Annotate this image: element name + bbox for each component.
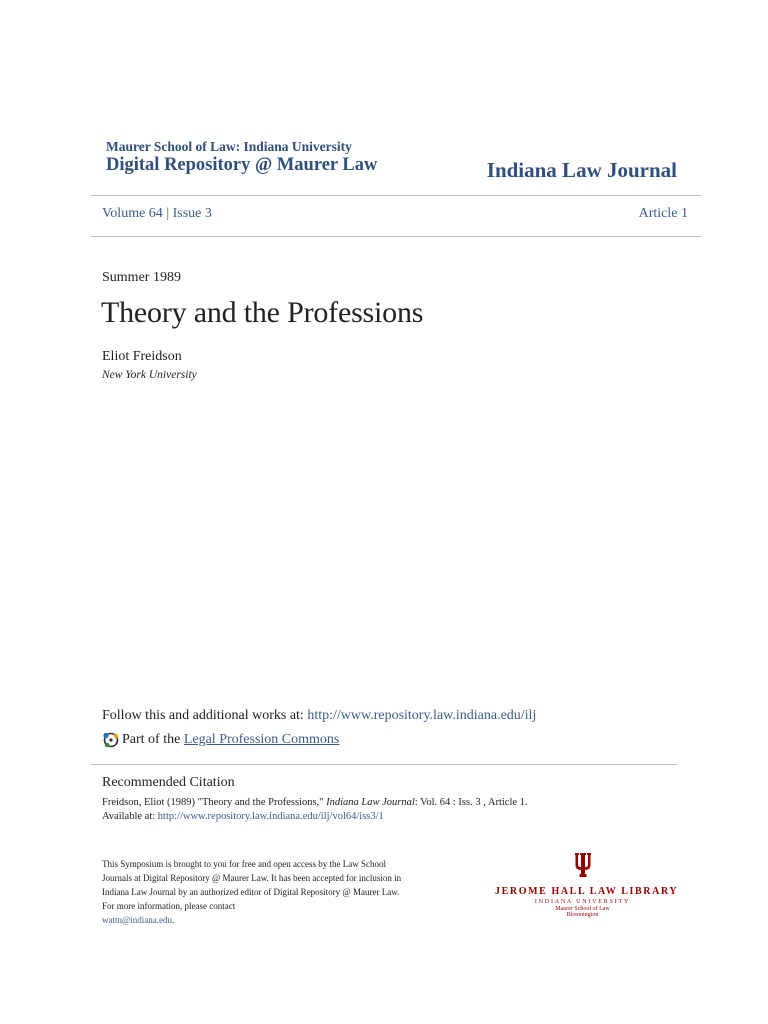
article-title: Theory and the Professions (101, 296, 424, 329)
footer-notice (102, 857, 402, 927)
recommended-citation-heading: Recommended Citation (102, 775, 235, 790)
issue-link[interactable]: Issue 3 (172, 206, 212, 221)
part-of-prefix: Part of the (122, 732, 181, 747)
citation-text (102, 797, 528, 808)
volume-issue-line (102, 206, 212, 222)
citation-available (102, 811, 384, 822)
citation-divider (91, 764, 677, 765)
library-logo (495, 852, 679, 918)
follow-url-link[interactable]: http://www.repository.law.indiana.edu/ilj (307, 708, 537, 723)
contact-email-link[interactable]: wattn@indiana.edu (102, 915, 173, 925)
library-university: INDIANA UNIVERSITY (534, 899, 631, 905)
citation-text-pre: Freidson, Eliot (1989) "Theory and the Professions," (102, 797, 327, 808)
available-prefix: Available at: (102, 811, 158, 822)
citation-text-post: : Vol. 64 : Iss. 3 , Article 1. (414, 797, 528, 808)
article-number-link[interactable]: Article 1 (638, 206, 688, 221)
footer-end: . (172, 915, 175, 925)
legal-profession-commons-link[interactable]: Legal Profession Commons (183, 732, 340, 747)
publication-date: Summer 1989 (102, 270, 181, 285)
iu-trident-icon (495, 852, 670, 878)
footer-text: This Symposium is brought to you for free and open access by the Law School Journals at Digital Repository @ Maurer Law. It has been accepted for inclusion in Indiana Law Journal by an authorized editor of Digital Repository @ Maurer Law. For more information, please contact (102, 859, 402, 911)
follow-line (102, 708, 536, 724)
author-name: Eliot Freidson (102, 349, 182, 364)
library-location: Bloomington (566, 912, 599, 918)
volume-link[interactable]: Volume 64 (102, 206, 163, 221)
repository-name[interactable]: Digital Repository @ Maurer Law (106, 155, 378, 175)
library-school: Maurer School of Law (555, 906, 610, 912)
school-name: Maurer School of Law: Indiana University (106, 139, 352, 154)
header-divider (91, 195, 701, 196)
library-name: JEROME HALL LAW LIBRARY (495, 886, 679, 897)
citation-journal: Indiana Law Journal (326, 797, 415, 808)
journal-name[interactable]: Indiana Law Journal (486, 158, 677, 182)
part-of-line (102, 731, 339, 749)
citation-url-link[interactable]: http://www.repository.law.indiana.edu/ilj/vol64/iss3/1 (157, 811, 384, 822)
commons-network-icon (102, 731, 120, 749)
follow-prefix: Follow this and additional works at: (102, 708, 308, 723)
author-affiliation: New York University (102, 369, 197, 381)
volume-issue-separator: | (166, 206, 170, 221)
issue-divider (91, 236, 701, 237)
